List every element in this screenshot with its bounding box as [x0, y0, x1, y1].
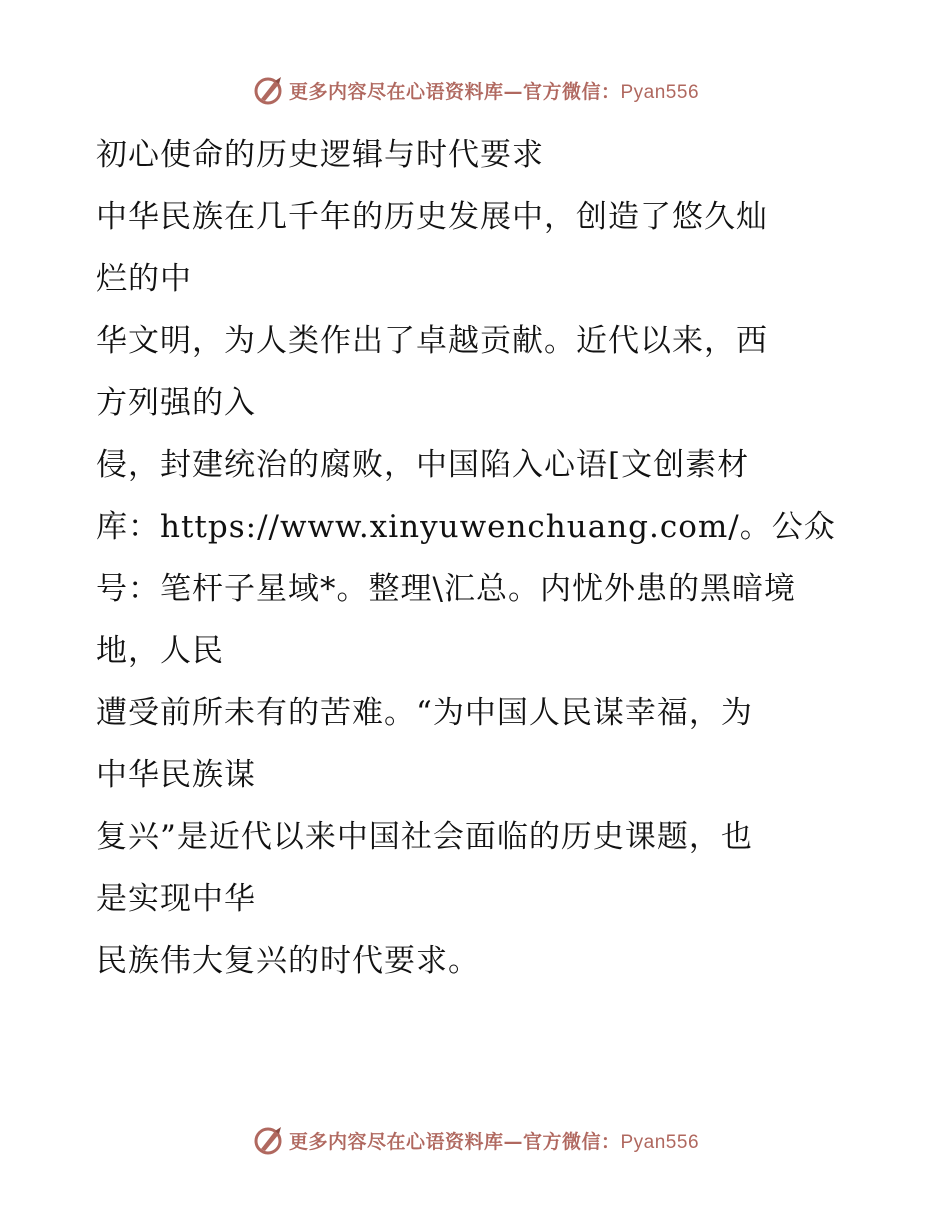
- pen-nib-logo-icon: [251, 1123, 285, 1157]
- body-line: 地，人民: [96, 633, 224, 669]
- body-line: 烂的中: [96, 261, 192, 297]
- footer-banner-text: [289, 1127, 699, 1154]
- header-banner-wechat-id: Pyan556: [620, 81, 700, 103]
- body-line: 侵，封建统治的腐败，中国陷入心语[文创素材: [96, 447, 750, 483]
- document-body: [96, 124, 866, 992]
- body-line: 是实现中华: [96, 881, 256, 917]
- footer-banner-wechat-id: Pyan556: [620, 1131, 700, 1153]
- body-line: 中华民族谋: [96, 757, 256, 793]
- pen-nib-logo-icon: [251, 73, 285, 107]
- body-line: 复兴”是近代以来中国社会面临的历史课题，也: [96, 819, 753, 855]
- footer-watermark-banner: [0, 1120, 950, 1160]
- footer-banner-text-cn: 更多内容尽在心语资料库—官方微信：: [288, 1130, 621, 1153]
- body-line: 遭受前所未有的苦难。“为中国人民谋幸福，为: [96, 695, 753, 731]
- body-line-with-url: 库：https://www.xinyuwenchuang.com/。公众: [96, 509, 836, 545]
- body-line-title: 初心使命的历史逻辑与时代要求: [96, 137, 544, 173]
- body-line: 华文明，为人类作出了卓越贡献。近代以来，西: [96, 323, 768, 359]
- body-line: 民族伟大复兴的时代要求。: [96, 943, 480, 979]
- body-line: 中华民族在几千年的历史发展中，创造了悠久灿: [96, 199, 768, 235]
- footer-banner-inner: [251, 1123, 699, 1157]
- body-line: 号：笔杆子星域*。整理\汇总。内忧外患的黑暗境: [96, 571, 796, 607]
- header-banner-text-cn: 更多内容尽在心语资料库—官方微信：: [288, 80, 621, 103]
- header-watermark-banner: [0, 70, 950, 110]
- header-banner-inner: [251, 73, 699, 107]
- body-line: 方列强的入: [96, 385, 256, 421]
- header-banner-text: [289, 77, 699, 104]
